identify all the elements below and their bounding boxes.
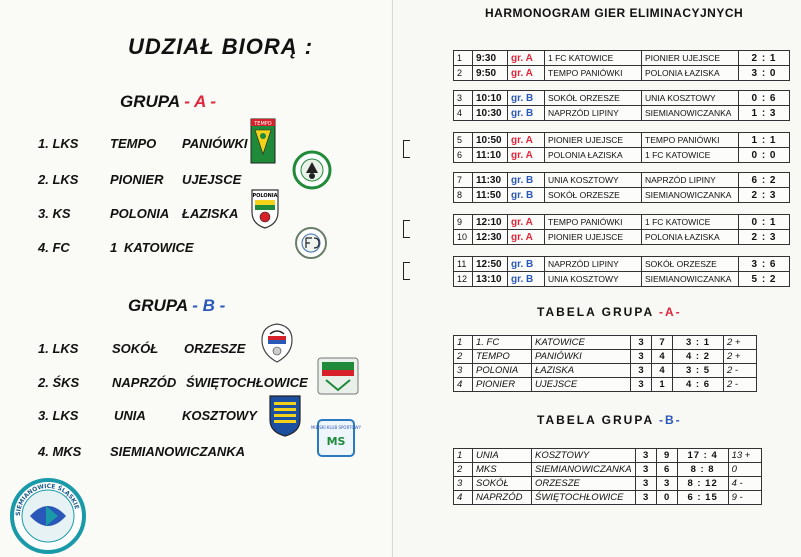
group-a-letter: - A - (184, 92, 217, 111)
matches-played: 3 (631, 336, 652, 350)
team-name: TEMPO (110, 136, 157, 151)
schedule-title: HARMONOGRAM GIER ELIMINACYJNYCH (485, 6, 744, 20)
away-team: POLONIA ŁAZISKA (642, 230, 739, 245)
goals: 3 : 1 (673, 336, 724, 350)
schedule-row (454, 257, 790, 272)
standing-position: 2 (454, 350, 473, 364)
away-team: NAPRZÓD LIPINY (642, 173, 739, 188)
schedule-block (453, 256, 790, 287)
home-team: 1 FC KATOWICE (545, 51, 642, 66)
match-score: 2 : 1 (739, 51, 790, 66)
schedule-block (453, 214, 790, 245)
club-name: KATOWICE (532, 336, 631, 350)
standing-position: 2 (454, 463, 473, 477)
match-number: 7 (454, 173, 473, 188)
match-group: gr. B (508, 257, 545, 272)
team-prefix: 3. KS (38, 206, 71, 221)
away-team: 1 FC KATOWICE (642, 148, 739, 163)
table-a-title (537, 305, 682, 319)
matches-played: 3 (635, 491, 656, 505)
club-prefix: UNIA (473, 449, 532, 463)
points: 4 (652, 364, 673, 378)
team-name: SIEMIANOWICZANKA (110, 444, 246, 459)
standings-row (454, 336, 757, 350)
schedule-row (454, 188, 790, 203)
team-prefix: 1. LKS (38, 341, 79, 356)
club-name: ŚWIĘTOCHŁOWICE (532, 491, 636, 505)
match-time: 9:30 (473, 51, 508, 66)
home-team: SOKÓŁ ORZESZE (545, 188, 642, 203)
match-group: gr. B (508, 272, 545, 287)
matches-played: 3 (631, 364, 652, 378)
club-prefix: MKS (473, 463, 532, 477)
team-name: SOKÓŁ (112, 341, 159, 356)
match-number: 1 (454, 51, 473, 66)
match-time: 12:50 (473, 257, 508, 272)
home-team: PIONIER UJEJSCE (545, 133, 642, 148)
away-team: SIEMIANOWICZANKA (642, 106, 739, 121)
schedule-block (453, 132, 790, 163)
match-group: gr. B (508, 91, 545, 106)
mks-logo-icon (310, 418, 362, 458)
matches-played: 3 (631, 378, 652, 392)
schedule-row (454, 91, 790, 106)
group-b-label: GRUPA (128, 296, 188, 315)
margin-bracket (403, 262, 410, 280)
team-name: PIONIER (110, 172, 164, 187)
schedule-row (454, 230, 790, 245)
home-team: SOKÓŁ ORZESZE (545, 91, 642, 106)
standings-row (454, 463, 762, 477)
home-team: NAPRZÓD LIPINY (545, 106, 642, 121)
team-name: ŚWIĘTOCHŁOWICE (186, 375, 308, 390)
match-score: 0 : 1 (739, 215, 790, 230)
home-team: TEMPO PANIÓWKI (545, 66, 642, 81)
schedule-row (454, 272, 790, 287)
left-page (0, 0, 390, 557)
match-time: 10:30 (473, 106, 508, 121)
match-time: 10:50 (473, 133, 508, 148)
goal-difference: 2 + (724, 350, 757, 364)
match-number: 4 (454, 106, 473, 121)
match-number: 12 (454, 272, 473, 287)
match-number: 2 (454, 66, 473, 81)
match-score: 2 : 3 (739, 230, 790, 245)
team-name: UJEJSCE (182, 172, 242, 187)
points: 6 (656, 463, 677, 477)
team-prefix: 2. ŚKS (38, 375, 80, 390)
match-number: 5 (454, 133, 473, 148)
match-score: 6 : 2 (739, 173, 790, 188)
club-name: ŁAZISKA (532, 364, 631, 378)
club-prefix: 1. FC (473, 336, 532, 350)
away-team: PIONIER UJEJSCE (642, 51, 739, 66)
away-team: SOKÓŁ ORZESZE (642, 257, 739, 272)
team-name: ŁAZISKA (182, 206, 239, 221)
team-name: UNIA (114, 408, 146, 423)
match-group: gr. B (508, 106, 545, 121)
points: 1 (652, 378, 673, 392)
points: 7 (652, 336, 673, 350)
schedule-block (453, 172, 790, 203)
team-prefix: 4. MKS (38, 444, 82, 459)
standing-position: 4 (454, 378, 473, 392)
matches-played: 3 (635, 449, 656, 463)
group-b-heading (128, 296, 225, 316)
right-page (392, 0, 801, 557)
match-score: 2 : 3 (739, 188, 790, 203)
match-group: gr. B (508, 173, 545, 188)
away-team: POLONIA ŁAZISKA (642, 66, 739, 81)
standing-position: 1 (454, 449, 473, 463)
table-b-title (537, 413, 682, 427)
table-b-title-text: TABELA GRUPA (537, 413, 654, 427)
margin-bracket (403, 220, 410, 238)
schedule-row (454, 51, 790, 66)
match-time: 12:30 (473, 230, 508, 245)
margin-bracket (403, 140, 410, 158)
home-team: UNIA KOSZTOWY (545, 173, 642, 188)
schedule-row (454, 173, 790, 188)
match-score: 0 : 6 (739, 91, 790, 106)
team-name: POLONIA (110, 206, 170, 221)
matches-played: 3 (635, 477, 656, 491)
points: 4 (652, 350, 673, 364)
schedule-block (453, 90, 790, 121)
pionier-logo-icon (292, 150, 332, 190)
goal-difference: 0 (728, 463, 761, 477)
club-prefix: NAPRZÓD (473, 491, 532, 505)
match-number: 8 (454, 188, 473, 203)
standings-row (454, 364, 757, 378)
match-time: 10:10 (473, 91, 508, 106)
goals: 8 : 12 (677, 477, 728, 491)
group-b-letter: - B - (192, 296, 226, 315)
table-a-title-letter: -A- (659, 305, 682, 319)
polonia-logo-icon (250, 188, 280, 230)
goal-difference: 2 + (724, 336, 757, 350)
schedule-block (453, 50, 790, 81)
standing-position: 3 (454, 477, 473, 491)
goals: 4 : 2 (673, 350, 724, 364)
away-team: SIEMIANOWICZANKA (642, 272, 739, 287)
goal-difference: 2 - (724, 364, 757, 378)
match-group: gr. A (508, 133, 545, 148)
match-group: gr. A (508, 230, 545, 245)
goal-difference: 4 - (728, 477, 761, 491)
mks-logo-text: MIEJSKI KLUB SPORTOWY (310, 425, 362, 430)
club-prefix: TEMPO (473, 350, 532, 364)
club-prefix: POLONIA (473, 364, 532, 378)
away-team: UNIA KOSZTOWY (642, 91, 739, 106)
ms-logo-text: MS (326, 435, 346, 448)
goals: 3 : 5 (673, 364, 724, 378)
standings-row (454, 491, 762, 505)
tempo-logo-icon (250, 118, 276, 164)
match-number: 9 (454, 215, 473, 230)
match-time: 11:10 (473, 148, 508, 163)
club-name: KOSZTOWY (532, 449, 636, 463)
match-group: gr. A (508, 215, 545, 230)
team-prefix: 2. LKS (38, 172, 79, 187)
goal-difference: 2 - (724, 378, 757, 392)
match-score: 3 : 0 (739, 66, 790, 81)
match-score: 1 : 3 (739, 106, 790, 121)
matches-played: 3 (635, 463, 656, 477)
team-name: KATOWICE (124, 240, 194, 255)
group-a-label: GRUPA (120, 92, 180, 111)
team-name: PANIÓWKI (182, 136, 248, 151)
schedule-row (454, 148, 790, 163)
match-group: gr. A (508, 66, 545, 81)
match-group: gr. A (508, 51, 545, 66)
away-team: SIEMIANOWICZANKA (642, 188, 739, 203)
table-b-title-letter: -B- (659, 413, 682, 427)
goals: 17 : 4 (677, 449, 728, 463)
participants-title: UDZIAŁ BIORĄ : (128, 34, 314, 59)
standings-row (454, 477, 762, 491)
away-team: TEMPO PANIÓWKI (642, 133, 739, 148)
siemianowice-emblem-text: SIEMIANOWICE ŚLĄSKIE (14, 482, 81, 517)
team-prefix: 3. LKS (38, 408, 79, 423)
standing-position: 4 (454, 491, 473, 505)
goal-difference: 13 + (728, 449, 761, 463)
team-name: ORZESZE (184, 341, 246, 356)
match-number: 6 (454, 148, 473, 163)
points: 0 (656, 491, 677, 505)
match-group: gr. B (508, 188, 545, 203)
standings-table-a (453, 335, 757, 392)
goals: 4 : 6 (673, 378, 724, 392)
match-number: 10 (454, 230, 473, 245)
club-name: PANIÓWKI (532, 350, 631, 364)
club-name: ORZESZE (532, 477, 636, 491)
tempo-logo-text: TEMPO (254, 121, 272, 127)
schedule-row (454, 215, 790, 230)
match-score: 3 : 6 (739, 257, 790, 272)
schedule-row (454, 66, 790, 81)
club-name: SIEMIANOWICZANKA (532, 463, 636, 477)
match-score: 0 : 0 (739, 148, 790, 163)
goal-difference: 9 - (728, 491, 761, 505)
home-team: PIONIER UJEJSCE (545, 230, 642, 245)
group-a-heading (120, 92, 216, 112)
match-number: 11 (454, 257, 473, 272)
team-name: 1 (110, 240, 118, 255)
match-number: 3 (454, 91, 473, 106)
schedule-row (454, 106, 790, 121)
match-group: gr. A (508, 148, 545, 163)
match-time: 13:10 (473, 272, 508, 287)
naprzod-logo-icon (316, 356, 360, 396)
home-team: POLONIA ŁAZISKA (545, 148, 642, 163)
goals: 6 : 15 (677, 491, 728, 505)
away-team: 1 FC KATOWICE (642, 215, 739, 230)
standings-row (454, 378, 757, 392)
katowice-logo-icon (294, 226, 328, 260)
standing-position: 3 (454, 364, 473, 378)
table-a-title-text: TABELA GRUPA (537, 305, 654, 319)
match-score: 5 : 2 (739, 272, 790, 287)
team-prefix: 1. LKS (38, 136, 79, 151)
match-time: 9:50 (473, 66, 508, 81)
match-score: 1 : 1 (739, 133, 790, 148)
points: 3 (656, 477, 677, 491)
team-prefix: 4. FC (38, 240, 70, 255)
unia-logo-icon (268, 394, 302, 438)
club-prefix: SOKÓŁ (473, 477, 532, 491)
standings-row (454, 449, 762, 463)
points: 9 (656, 449, 677, 463)
match-time: 12:10 (473, 215, 508, 230)
standings-row (454, 350, 757, 364)
match-time: 11:30 (473, 173, 508, 188)
home-team: UNIA KOSZTOWY (545, 272, 642, 287)
team-name: NAPRZÓD (112, 375, 177, 390)
goals: 8 : 8 (677, 463, 728, 477)
matches-played: 3 (631, 350, 652, 364)
polonia-logo-text: POLONIA (252, 193, 278, 199)
sokol-logo-icon (258, 322, 296, 364)
team-name: KOSZTOWY (182, 408, 257, 423)
match-time: 11:50 (473, 188, 508, 203)
standing-position: 1 (454, 336, 473, 350)
siemianowice-emblem-icon (8, 476, 88, 556)
home-team: TEMPO PANIÓWKI (545, 215, 642, 230)
club-name: UJEJSCE (532, 378, 631, 392)
club-prefix: PIONIER (473, 378, 532, 392)
schedule-row (454, 133, 790, 148)
standings-table-b (453, 448, 762, 505)
home-team: NAPRZÓD LIPINY (545, 257, 642, 272)
